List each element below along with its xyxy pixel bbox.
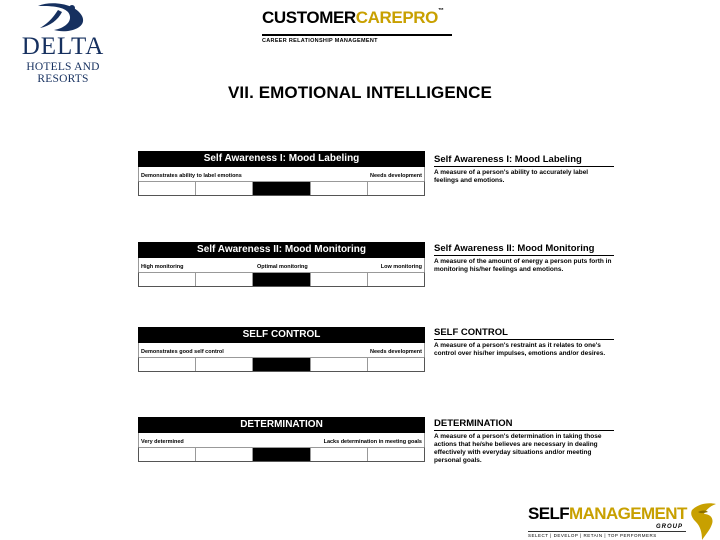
delta-subline: HOTELS AND RESORTS: [26, 61, 100, 85]
scale-determination: [138, 417, 425, 462]
delta-hotels-logo: [0, 0, 130, 85]
smg-wordmark: [528, 504, 687, 524]
scale-labels: [138, 433, 425, 447]
rating-cell: [196, 448, 253, 461]
rating-cell: [368, 358, 424, 371]
customer-care-pro-logo: [262, 8, 462, 48]
ccp-wordmark-part1: CUSTOMER: [262, 8, 356, 27]
rating-cell: [139, 273, 196, 286]
description-mood-labeling: [434, 154, 614, 185]
scale-labels: [138, 343, 425, 357]
rating-cell: [196, 273, 253, 286]
scale-label-right: Needs development: [370, 349, 422, 355]
description-text: A measure of a person's restraint as it relates to one's control over his/her impulses, emotions and/or desires.: [434, 342, 606, 357]
delta-wordmark: DELTA: [21, 33, 105, 60]
scale-mood-monitoring: [138, 242, 425, 287]
smg-group-label: GROUP: [656, 524, 684, 530]
ccp-wordmark: [262, 8, 444, 28]
smg-tagline: SELECT | DEVELOP | RETAIN | TOP PERFORMERS: [528, 533, 657, 538]
rating-cells: [138, 447, 425, 462]
description-title: Self Awareness II: Mood Monitoring: [434, 243, 614, 256]
self-management-group-logo: [528, 500, 720, 540]
rating-cell: [196, 358, 253, 371]
description-text: A measure of a person's ability to accurately label feelings and emotions.: [434, 169, 589, 184]
rating-cell: [196, 182, 253, 195]
scale-header: SELF CONTROL: [138, 327, 425, 343]
scale-label-left: High monitoring: [141, 264, 184, 270]
rating-cell-marked: [253, 182, 310, 195]
scale-label-left: Demonstrates ability to label emotions: [141, 173, 242, 179]
page-title: VII. EMOTIONAL INTELLIGENCE: [227, 83, 492, 102]
scale-header: DETERMINATION: [138, 417, 425, 433]
scale-label-right: Needs development: [370, 173, 422, 179]
rating-cells: [138, 272, 425, 287]
rating-cells: [138, 181, 425, 196]
description-self-control: [434, 327, 614, 358]
eagle-icon: [688, 500, 720, 540]
scale-label-mid: Optimal monitoring: [257, 264, 308, 270]
ccp-tagline: CAREER RELATIONSHIP MANAGEMENT: [262, 38, 378, 44]
rating-cell-marked: [253, 273, 310, 286]
scale-labels: [138, 167, 425, 181]
rating-cell: [139, 182, 196, 195]
rating-cell: [368, 448, 424, 461]
scale-header: Self Awareness II: Mood Monitoring: [138, 242, 425, 258]
ccp-wordmark-part2: CAREPRO: [355, 8, 438, 27]
rating-cell: [368, 273, 424, 286]
rating-cell: [311, 273, 368, 286]
scale-self-control: [138, 327, 425, 372]
description-title: DETERMINATION: [434, 418, 614, 431]
rating-cell: [368, 182, 424, 195]
description-title: Self Awareness I: Mood Labeling: [434, 154, 614, 167]
scale-mood-labeling: [138, 151, 425, 196]
scale-label-right: Lacks determination in meeting goals: [323, 439, 422, 445]
scale-label-left: Demonstrates good self control: [141, 349, 224, 355]
description-text: A measure of the amount of energy a person puts forth in monitoring his/her feelings and emotions.: [434, 258, 612, 273]
scale-label-left: Very determined: [141, 439, 184, 445]
rating-cell: [311, 358, 368, 371]
ccp-trademark: ™: [438, 8, 444, 14]
smg-divider: [528, 531, 686, 532]
scale-label-right: Low monitoring: [380, 264, 422, 270]
scale-labels: [138, 258, 425, 272]
delta-mark-icon: [28, 2, 98, 34]
description-determination: [434, 418, 614, 465]
smg-wordmark-part2: MANAGEMENT: [569, 504, 687, 523]
rating-cell: [311, 448, 368, 461]
scale-header: Self Awareness I: Mood Labeling: [138, 151, 425, 167]
description-title: SELF CONTROL: [434, 327, 614, 340]
rating-cell: [139, 448, 196, 461]
rating-cell: [311, 182, 368, 195]
ccp-divider: [262, 34, 452, 36]
rating-cell: [139, 358, 196, 371]
rating-cell-marked: [253, 358, 310, 371]
smg-wordmark-part1: SELF: [528, 504, 570, 523]
rating-cell-marked: [253, 448, 310, 461]
description-text: A measure of a person's determination in taking those actions that he/she believes are necessary in dealing effectively with everyday situations and/or meeting personal goals.: [434, 433, 602, 464]
rating-cells: [138, 357, 425, 372]
description-mood-monitoring: [434, 243, 614, 274]
